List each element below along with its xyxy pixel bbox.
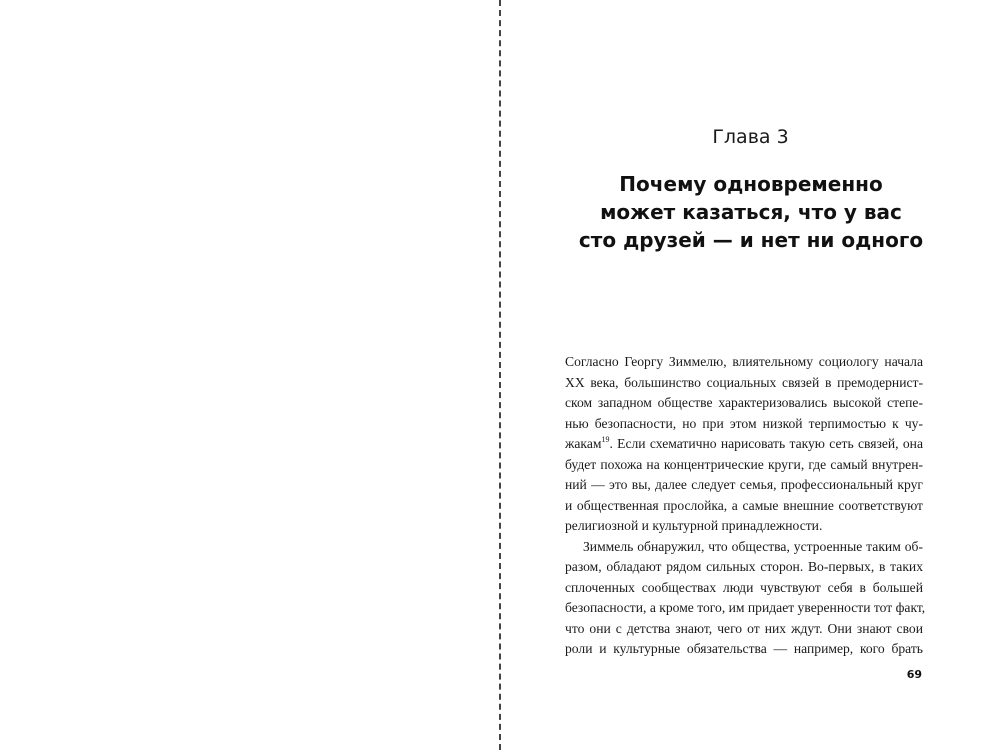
text-line: сплоченных сообществах люди чувствуют себя в большей	[565, 579, 923, 595]
text-line: разом, обладают рядом сильных сторон. Во-первых, в таких	[565, 559, 923, 574]
chapter-title	[541, 170, 961, 254]
text-line: XX века, большинство социальных связей в премодернист-	[565, 374, 923, 390]
text-line: ском западном обществе характеризовались высокой степе-	[565, 395, 923, 410]
left-page-blank	[0, 0, 499, 750]
text-line: роли и культурные обязательства — например, кого брать	[565, 641, 923, 656]
body-text	[565, 352, 926, 660]
footnote-reference[interactable]: 19	[601, 435, 610, 444]
paragraph-1	[565, 352, 923, 537]
chapter-title-line: Почему одновременно	[619, 172, 883, 196]
text-line: что они с детства знают, чего от них ждут. Они знают свои	[565, 620, 923, 636]
text-line: религиозной и культурной принадлежности.	[565, 518, 823, 533]
right-page	[501, 0, 1000, 750]
text-line: ний — это вы, далее следует семья, профессиональный круг	[565, 477, 923, 492]
text-line-footnote	[565, 434, 923, 455]
text-line: Зиммель обнаружил, что общества, устроенные таким об-	[583, 538, 923, 554]
footnote-lead-text: жакам	[565, 436, 602, 451]
page-number: 69	[906, 668, 922, 681]
chapter-title-line: сто друзей — и нет ни одного	[578, 228, 924, 252]
paragraph-2	[565, 537, 926, 660]
text-line: безопасности, а кроме того, им придает уверенности тот факт,	[565, 600, 926, 615]
text-line: и общественная прослойка, а самые внешние соответствуют	[565, 497, 923, 513]
text-line: нью безопасности, но при этом низкой терпимостью к чу-	[565, 415, 923, 431]
text-line: будет похожа на концентрические круги, где самый внутрен-	[565, 456, 923, 472]
footnote-tail-text: . Если схематично нарисовать такую сеть связей, она	[609, 436, 923, 451]
text-line: Согласно Георгу Зиммелю, влиятельному социологу начала	[565, 354, 923, 369]
chapter-label: Глава 3	[712, 126, 789, 148]
chapter-title-line: может казаться, что у вас	[600, 200, 902, 224]
